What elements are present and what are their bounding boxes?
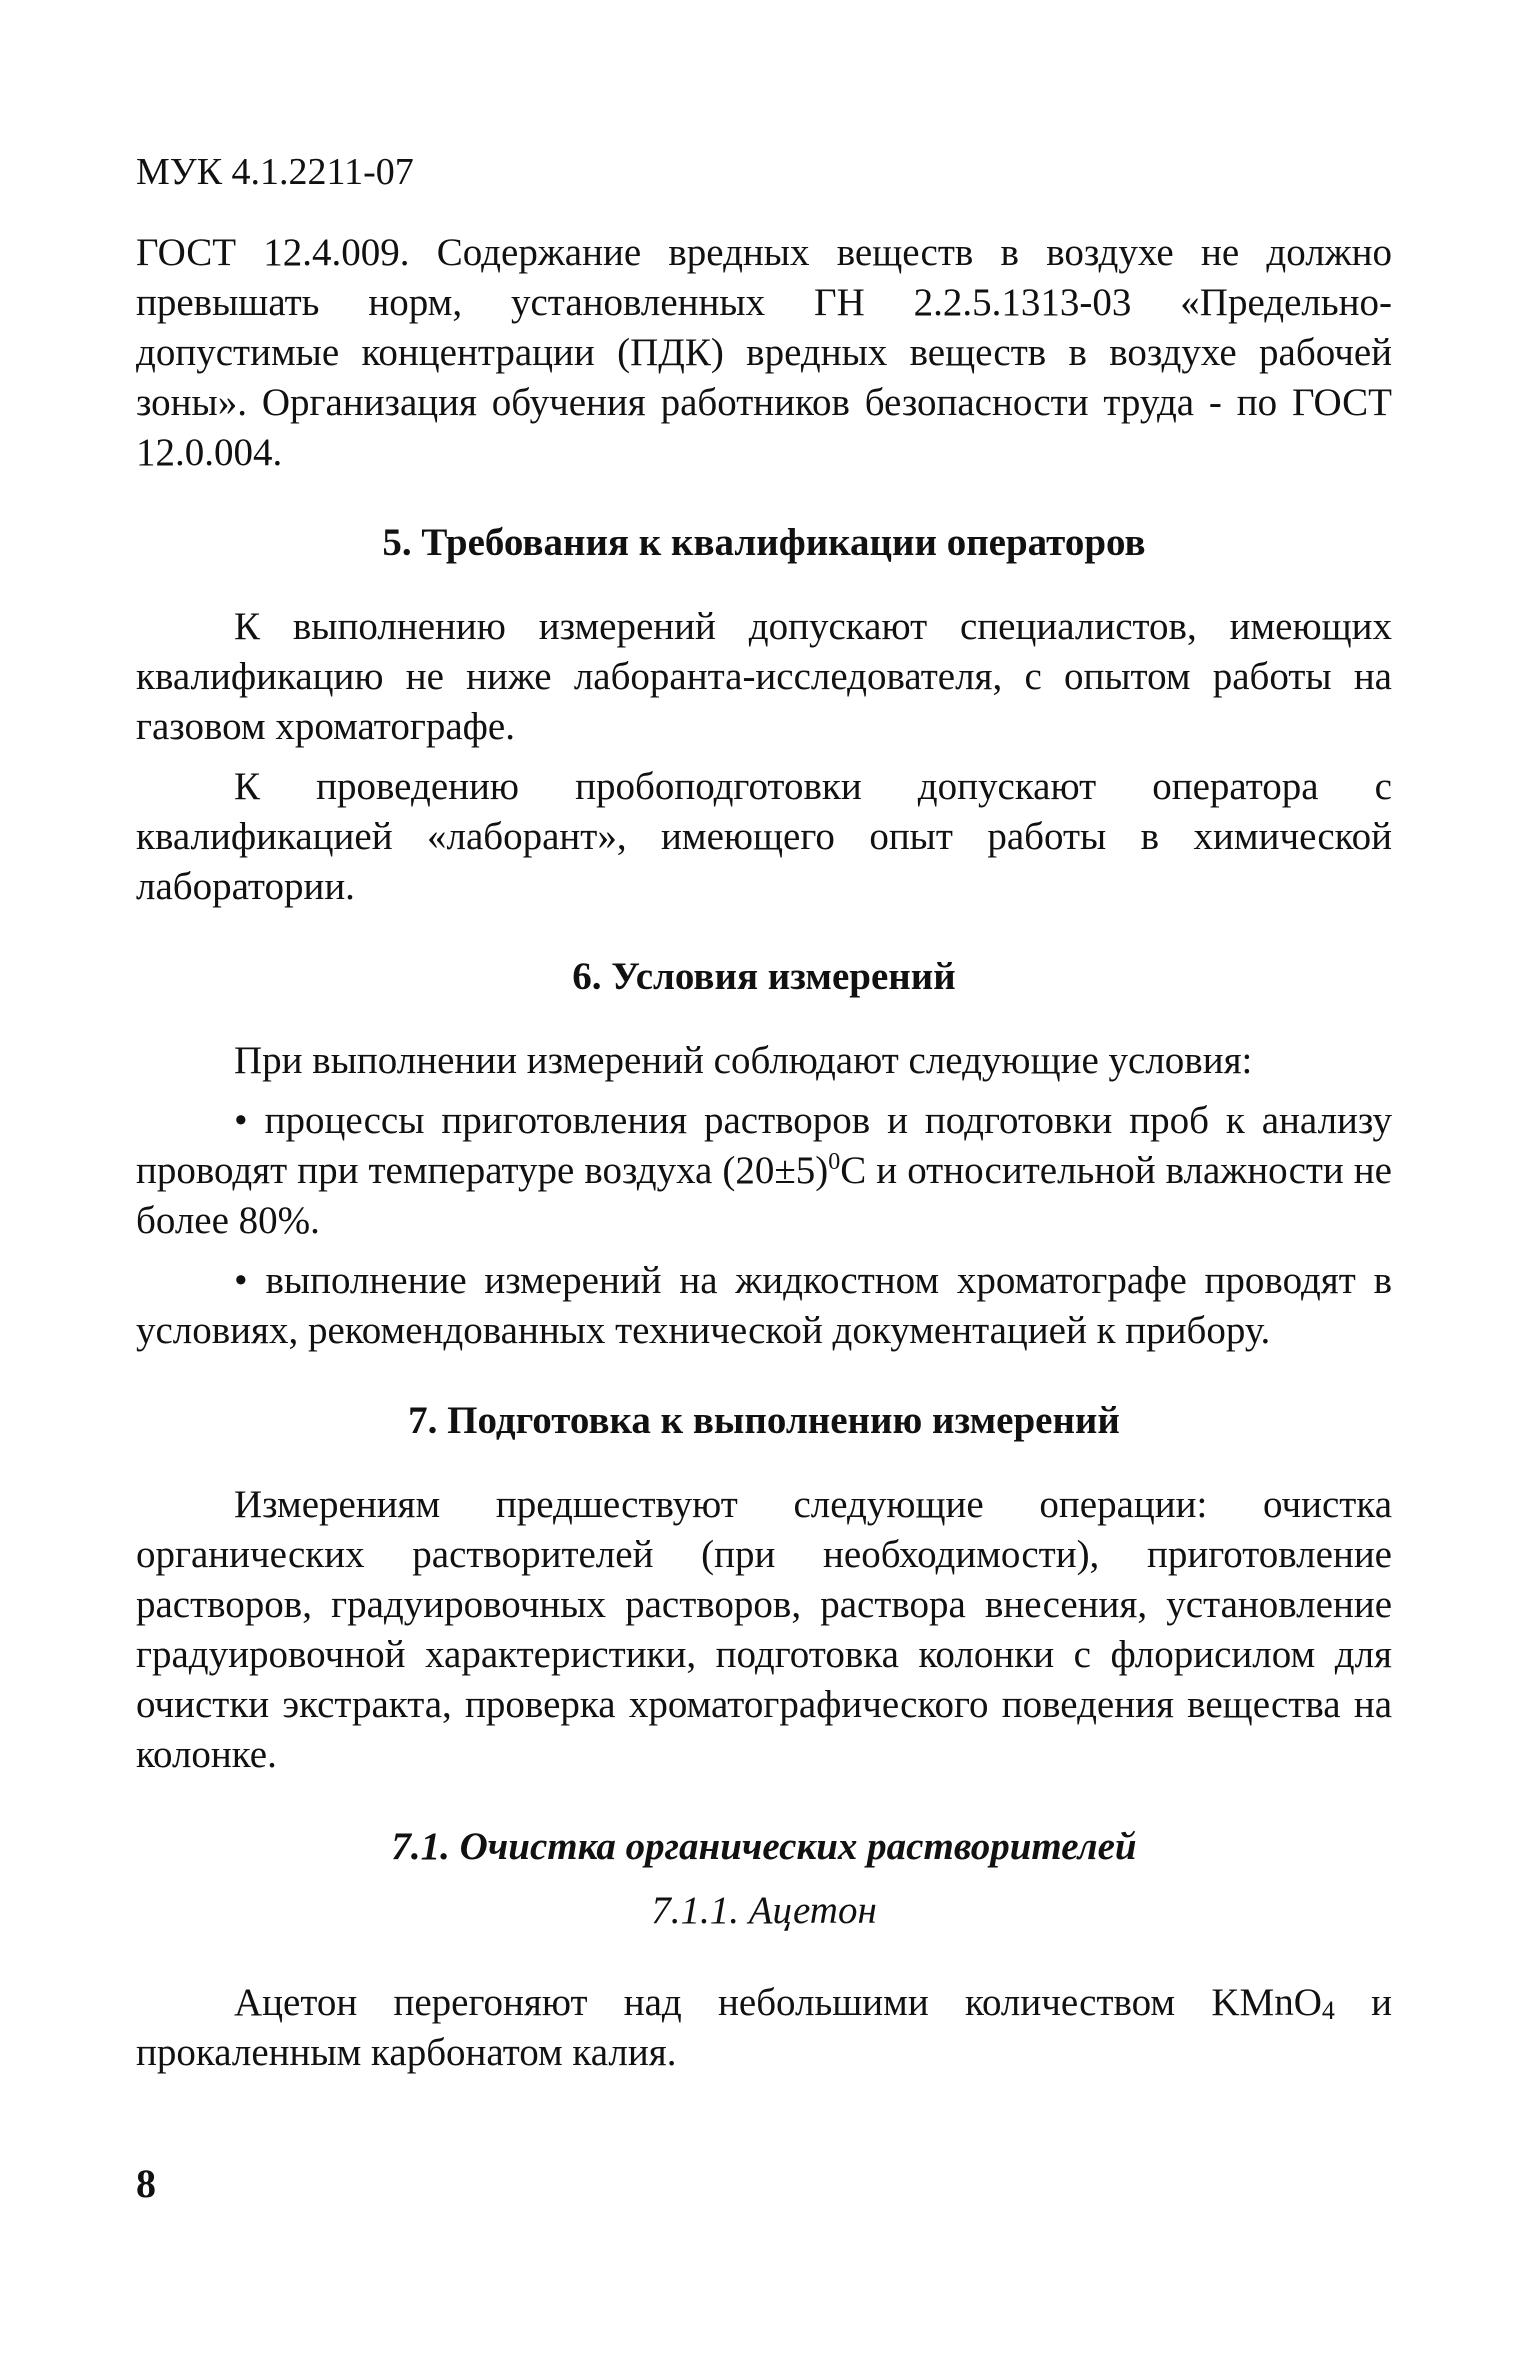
bullet-symbol: •: [234, 1259, 248, 1302]
document-code: МУК 4.1.2211-07: [136, 151, 414, 193]
section-6-bullet-2: [136, 1256, 1392, 1356]
section-5-paragraph-1: К выполнению измерений допускают специалистов, имеющих квалификацию не ниже лаборанта-исследователя, с опытом работы на газовом хроматографе.: [136, 605, 1392, 748]
acetone-text-after: и прокаленным карбонатом калия.: [136, 1981, 1392, 2074]
subsection-7-1-title: 7.1. Очистка органических растворителей: [391, 1825, 1137, 1868]
subsection-7-1-1-title: 7.1.1. Ацетон: [651, 1889, 877, 1932]
section-7-paragraph: Измерениям предшествуют следующие операции: очистка органических растворителей (при необходимости), приготовление растворов, градуировочных растворов, раствора внесения, установление градуировочной характеристики, подготовка колонки с флорисилом для очистки экстракта, проверка хроматографического поведения вещества на колонке.: [136, 1483, 1392, 1776]
bullet-2-text: выполнение измерений на жидкостном хроматографе проводят в условиях, рекомендованных технической документацией к прибору.: [136, 1259, 1392, 1352]
formula-subscript: 4: [1321, 1996, 1335, 2025]
section-6-bullet-1: [136, 1096, 1392, 1246]
degree-superscript: 0: [828, 1149, 841, 1175]
section-5-title: 5. Требования к квалификации операторов: [382, 521, 1146, 564]
bullet-symbol: •: [234, 1099, 248, 1142]
section-5-paragraph-2: К проведению пробоподготовки допускают оператора с квалификацией «лаборант», имеющего опыт работы в химической лаборатории.: [136, 765, 1392, 908]
page-number: 8: [136, 2161, 156, 2206]
intro-paragraph: ГОСТ 12.4.009. Содержание вредных веществ в воздухе не должно превышать норм, установленных ГН 2.2.5.1313-03 «Предельно-допустимые концентрации (ПДК) вредных веществ в воздухе рабочей зоны». Организация обучения работников безопасности труда - по ГОСТ 12.0.004.: [136, 231, 1392, 474]
bullet-1-text-after: С и относительной влажности не более 80%.: [136, 1149, 1392, 1242]
bullet-1-text-before: процессы приготовления растворов и подготовки проб к анализу проводят при температуре воздуха (20±5): [136, 1099, 1393, 1192]
section-6-title: 6. Условия измерений: [572, 955, 956, 998]
section-7-title: 7. Подготовка к выполнению измерений: [408, 1399, 1120, 1442]
acetone-text-before: Ацетон перегоняют над небольшими количеством KMnO: [234, 1981, 1322, 2024]
acetone-paragraph: [136, 1978, 1392, 2078]
document-body: [136, 228, 1392, 2078]
section-6-intro: При выполнении измерений соблюдают следующие условия:: [234, 1039, 1253, 1082]
